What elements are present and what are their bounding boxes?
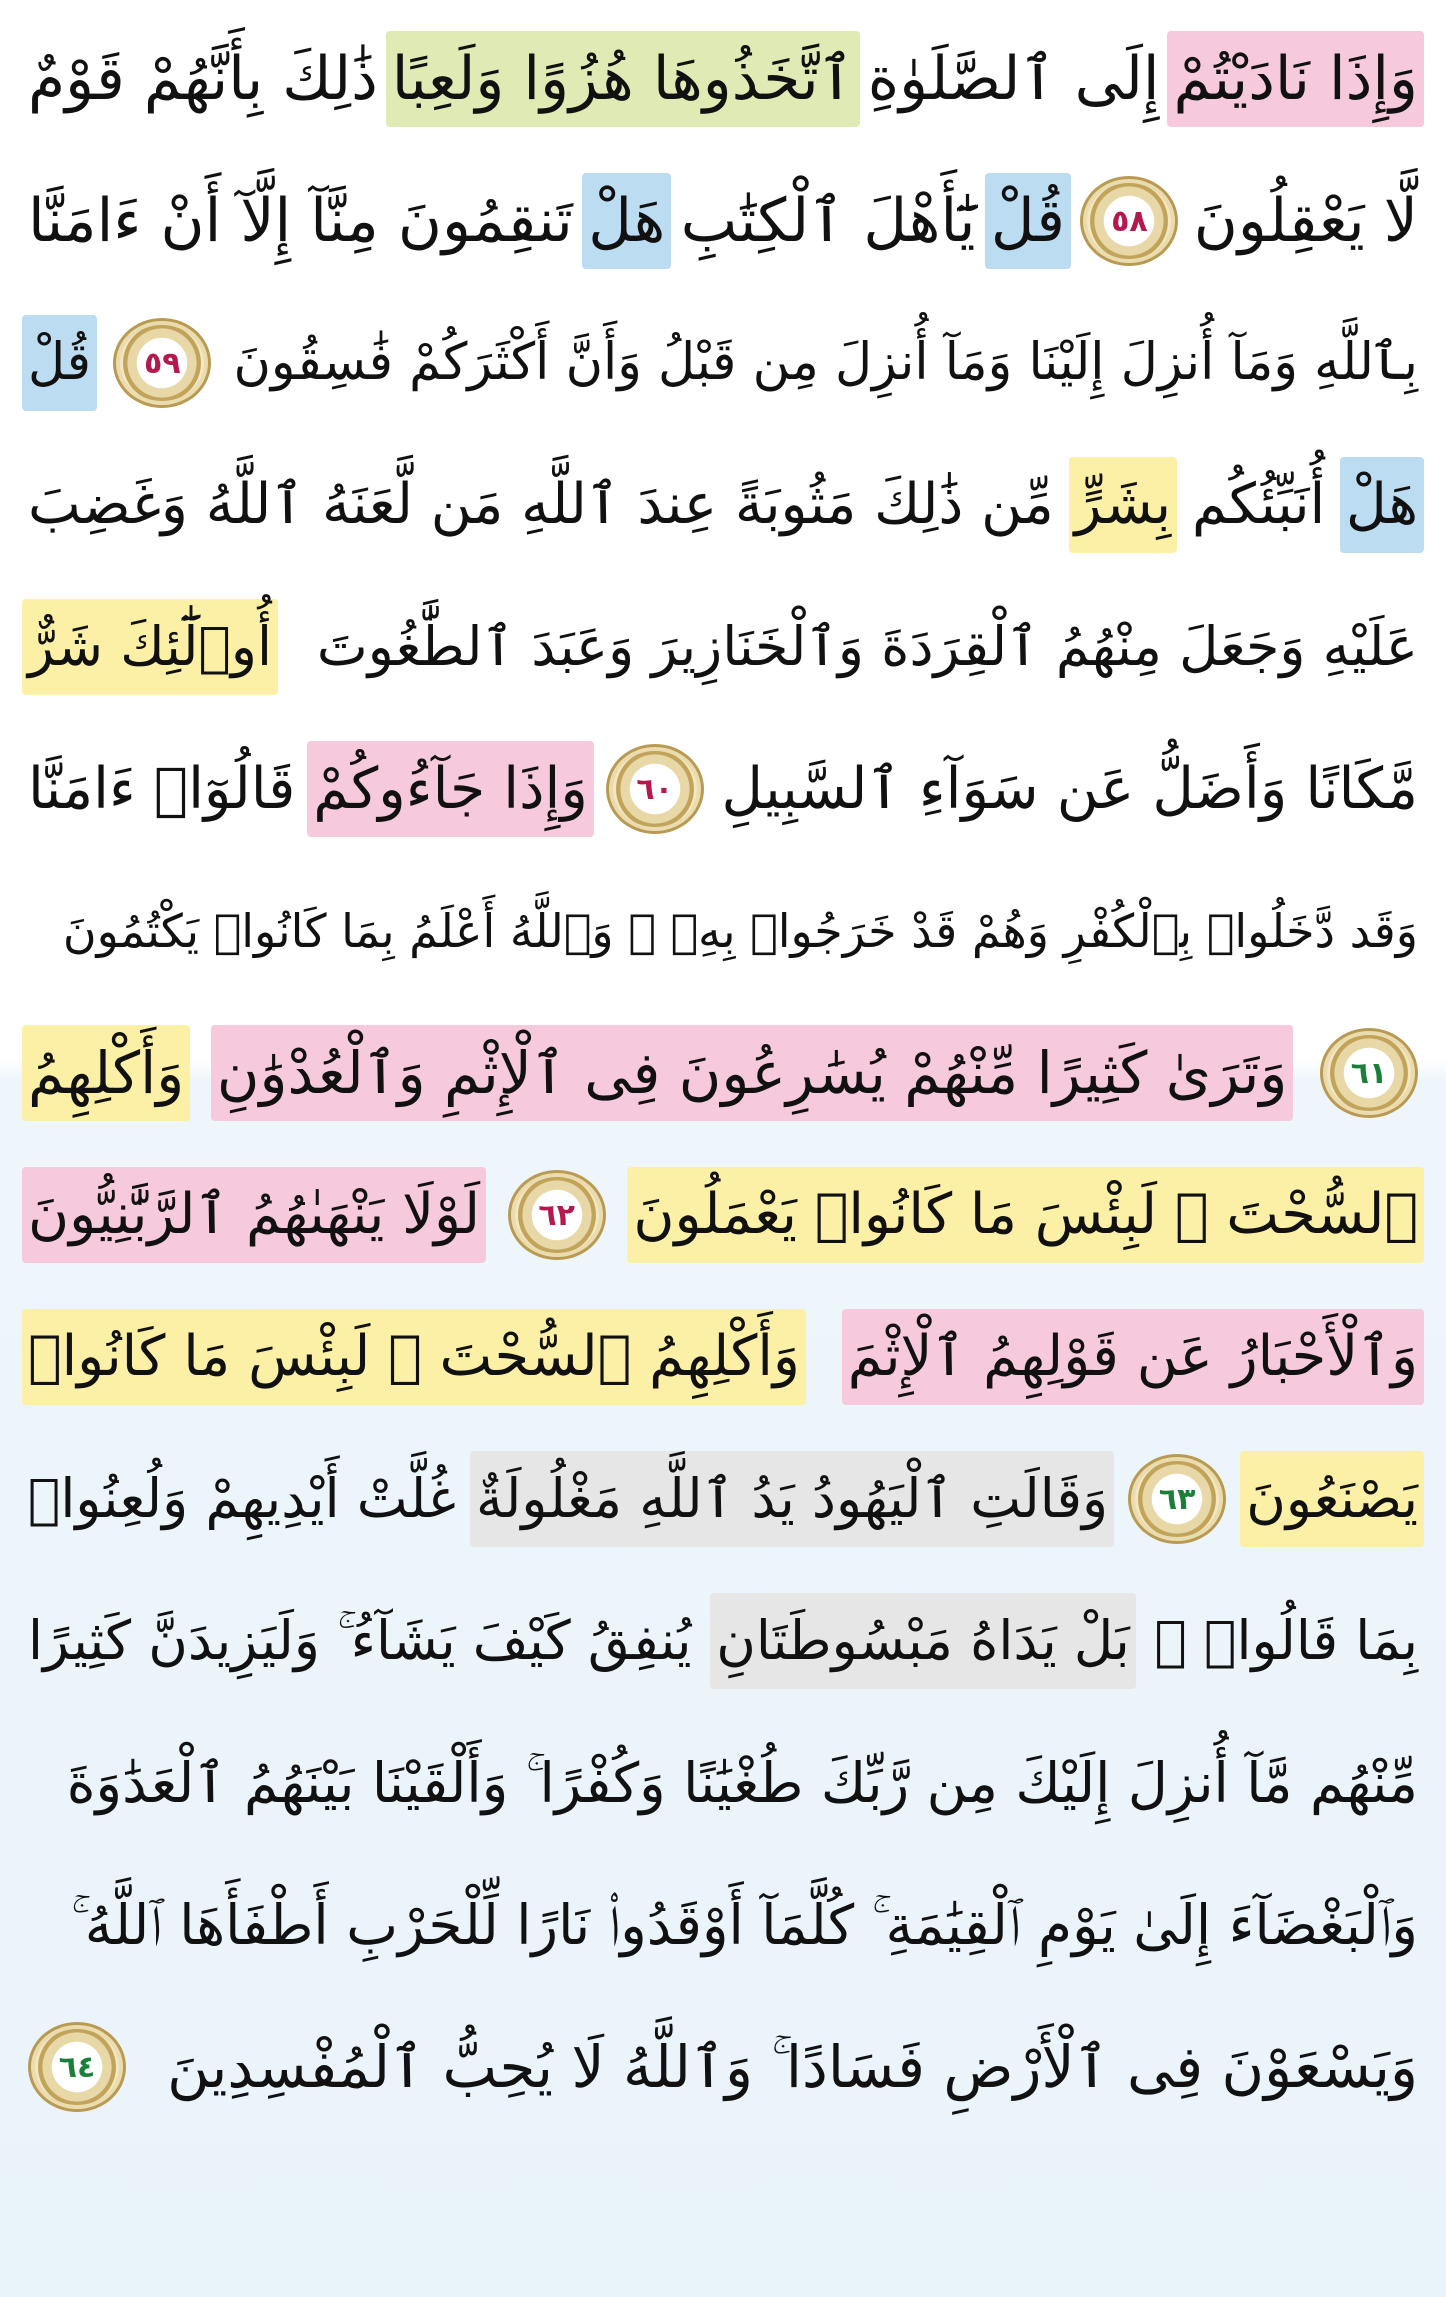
- highlighted-verse-text: قُلْ: [985, 173, 1071, 269]
- verse-line: [22, 8, 1424, 150]
- verse-text: يُنفِقُ كَيْفَ يَشَآءُ ۚ وَلَيَزِيدَنَّ كَثِيرًا: [28, 1609, 692, 1672]
- verse-line: [22, 292, 1424, 434]
- ayah-number: ٦٣: [1158, 1481, 1196, 1517]
- verse-line: [22, 1570, 1424, 1712]
- verse-text: بِٱللَّهِ وَمَآ أُنزِلَ إِلَيْنَا وَمَآ أُنزِلَ مِن قَبْلُ وَأَنَّ أَكْثَرَكُمْ فَٰسِقُونَ: [233, 333, 1418, 392]
- ayah-number-marker[interactable]: [1080, 176, 1178, 266]
- highlighted-verse-text: ٱتَّخَذُوهَا هُزُوًا وَلَعِبًا: [386, 31, 860, 127]
- verse-text: يَٰٓأَهْلَ ٱلْكِتَٰبِ: [680, 186, 976, 256]
- ayah-number: ٥٨: [1111, 203, 1148, 239]
- ayah-number: ٦١: [1350, 1055, 1388, 1091]
- verse-line: [22, 576, 1424, 718]
- highlighted-verse-text: هَلْ: [1340, 457, 1424, 553]
- verse-text: وَٱلْبَغْضَآءَ إِلَىٰ يَوْمِ ٱلْقِيَٰمَةِ ۚ كُلَّمَآ أَوْقَدُوا۟ نَارًا لِّلْحَرْبِ أَطْفَأَهَا ٱللَّهُ ۚ: [71, 1893, 1418, 1957]
- highlighted-verse-text: هَلْ: [582, 173, 671, 269]
- verse-line: [22, 718, 1424, 860]
- ayah-number-marker[interactable]: [606, 744, 704, 834]
- highlighted-verse-text: وَأَكْلِهِمُ: [22, 1025, 190, 1121]
- ayah-number-marker[interactable]: [508, 1170, 606, 1260]
- ayah-number-marker[interactable]: [28, 2022, 126, 2112]
- highlighted-verse-text: وَٱلْأَحْبَارُ عَن قَوْلِهِمُ ٱلْإِثْمَ: [842, 1309, 1424, 1405]
- ayah-number-marker[interactable]: [1128, 1454, 1226, 1544]
- verse-text: مِّن ذَٰلِكَ مَثُوبَةً عِندَ ٱللَّهِ مَن لَّعَنَهُ ٱللَّهُ وَغَضِبَ: [28, 472, 1054, 537]
- highlighted-verse-text: وَتَرَىٰ كَثِيرًا مِّنْهُمْ يُسَٰرِعُونَ فِى ٱلْإِثْمِ وَٱلْعُدْوَٰنِ: [211, 1025, 1293, 1121]
- verse-text: عَلَيْهِ وَجَعَلَ مِنْهُمُ ٱلْقِرَدَةَ وَٱلْخَنَازِيرَ وَعَبَدَ ٱلطَّٰغُوتَ: [316, 615, 1418, 678]
- highlighted-verse-text: وَإِذَا جَآءُوكُمْ: [307, 741, 594, 837]
- verse-text: لَّا يَعْقِلُونَ: [1193, 186, 1418, 256]
- ayah-number: ٦٤: [58, 2049, 96, 2085]
- highlighted-verse-text: أُو۟لَٰٓئِكَ شَرٌّ: [22, 599, 278, 695]
- verse-line: [22, 150, 1424, 292]
- highlighted-verse-text: ٱلسُّحْتَ ۚ لَبِئْسَ مَا كَانُوا۟ يَعْمَلُونَ: [627, 1167, 1424, 1263]
- verse-text: ذَٰلِكَ بِأَنَّهُمْ قَوْمٌ: [28, 44, 378, 114]
- verse-text: وَيَسْعَوْنَ فِى ٱلْأَرْضِ فَسَادًا ۚ وَٱللَّهُ لَا يُحِبُّ ٱلْمُفْسِدِينَ: [167, 2033, 1418, 2101]
- highlighted-verse-text: بِشَرٍّ: [1069, 457, 1177, 553]
- highlighted-verse-text: يَصْنَعُونَ: [1240, 1451, 1424, 1547]
- verse-text: تَنقِمُونَ مِنَّآ إِلَّآ أَنْ ءَامَنَّا: [28, 186, 573, 256]
- verse-line: [22, 860, 1424, 1002]
- ayah-number: ٦٠: [636, 771, 674, 807]
- highlighted-verse-text: قُلْ: [22, 315, 97, 411]
- verse-text: بِمَا قَالُوا۟ ۘ: [1154, 1609, 1418, 1672]
- verse-text: إِلَى ٱلصَّلَوٰةِ: [867, 44, 1160, 114]
- verse-text: غُلَّتْ أَيْدِيهِمْ وَلُعِنُوا۟: [28, 1467, 456, 1530]
- verse-line: [22, 1428, 1424, 1570]
- verse-line: [22, 1996, 1424, 2138]
- verse-line: [22, 1712, 1424, 1854]
- ayah-number-marker[interactable]: [113, 318, 211, 408]
- verse-line: [22, 1144, 1424, 1286]
- highlighted-verse-text: لَوْلَا يَنْهَىٰهُمُ ٱلرَّبَّٰنِيُّونَ: [22, 1167, 486, 1263]
- highlighted-verse-text: وَإِذَا نَادَيْتُمْ: [1167, 31, 1424, 127]
- ayah-number: ٦٢: [538, 1197, 575, 1233]
- highlighted-verse-text: وَأَكْلِهِمُ ٱلسُّحْتَ ۚ لَبِئْسَ مَا كَانُوا۟: [22, 1309, 806, 1405]
- ayah-number-marker[interactable]: [1320, 1028, 1418, 1118]
- verse-line: [22, 1854, 1424, 1996]
- verse-text: أُنَبِّئُكُم: [1192, 472, 1326, 537]
- verse-line: [22, 1002, 1424, 1144]
- highlighted-verse-text: بَلْ يَدَاهُ مَبْسُوطَتَانِ: [710, 1593, 1136, 1689]
- verse-line: [22, 1286, 1424, 1428]
- highlighted-verse-text: وَقَالَتِ ٱلْيَهُودُ يَدُ ٱللَّهِ مَغْلُولَةٌ: [470, 1451, 1114, 1547]
- verse-text: وَقَد دَّخَلُوا۟ بِٱلْكُفْرِ وَهُمْ قَدْ خَرَجُوا۟ بِهِۦ ۚ وَٱللَّهُ أَعْلَمُ بِمَا كَانُوا۟ يَكْتُمُونَ: [62, 904, 1418, 958]
- verse-line: [22, 434, 1424, 576]
- verse-text: مَّكَانًا وَأَضَلُّ عَن سَوَآءِ ٱلسَّبِيلِ: [721, 756, 1418, 822]
- ayah-number: ٥٩: [143, 345, 181, 381]
- verse-text: قَالُوٓا۟ ءَامَنَّا: [28, 756, 296, 822]
- verse-text: مِّنْهُم مَّآ أُنزِلَ إِلَيْكَ مِن رَّبِّكَ طُغْيَٰنًا وَكُفْرًا ۚ وَأَلْقَيْنَا بَيْنَهُمُ ٱلْعَدَٰوَةَ: [66, 1751, 1418, 1815]
